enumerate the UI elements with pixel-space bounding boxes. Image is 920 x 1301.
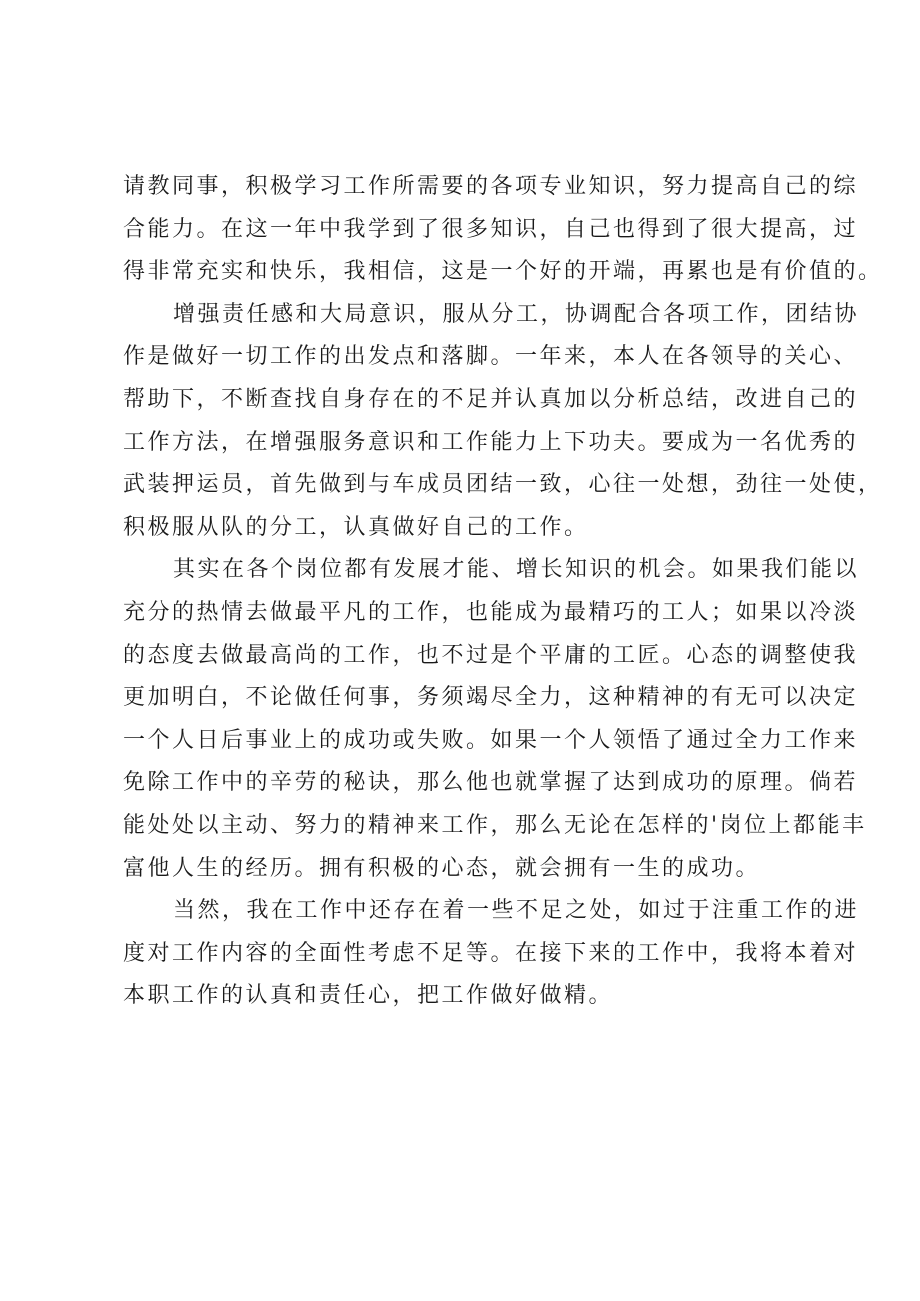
text-line: 一个人日后事业上的成功或失败。如果一个人领悟了通过全力工作来 bbox=[123, 727, 859, 753]
text-line: 武装押运员，首先做到与车成员团结一致，心往一处想，劲往一处使， bbox=[123, 472, 883, 498]
text-line: 能处处以主动、努力的精神来工作，那么无论在怎样的'岗位上都能丰 bbox=[123, 812, 867, 838]
text-line: 请教同事，积极学习工作所需要的各项专业知识，努力提高自己的综 bbox=[123, 174, 859, 199]
text-line: 度对工作内容的全面性考虑不足等。在接下来的工作中，我将本着对 bbox=[123, 940, 859, 966]
text-line: 当然，我在工作中还存在着一些不足之处，如过于注重工作的进 bbox=[173, 898, 860, 924]
paragraph-2 bbox=[123, 294, 883, 550]
text-line: 作是做好一切工作的出发点和落脚。一年来，本人在各领导的关心、 bbox=[123, 344, 859, 370]
text-line: 帮助下，不断查找自身存在的不足并认真加以分析总结，改进自己的 bbox=[123, 386, 859, 412]
text-line: 免除工作中的辛劳的秘诀，那么他也就掌握了达到成功的原理。倘若 bbox=[123, 770, 859, 796]
text-line: 富他人生的经历。拥有积极的心态，就会拥有一生的成功。 bbox=[123, 855, 761, 881]
text-line: 充分的热情去做最平凡的工作，也能成为最精巧的工人；如果以冷淡 bbox=[123, 599, 859, 625]
text-line: 其实在各个岗位都有发展才能、增长知识的机会。如果我们能以 bbox=[173, 557, 860, 583]
text-line: 工作方法，在增强服务意识和工作能力上下功夫。要成为一名优秀的 bbox=[123, 429, 859, 455]
text-line: 本职工作的认真和责任心，把工作做好做精。 bbox=[123, 983, 614, 1009]
text-line: 合能力。在这一年中我学到了很多知识，自己也得到了很大提高，过 bbox=[123, 216, 859, 242]
text-line: 更加明白，不论做任何事，务须竭尽全力，这种精神的有无可以决定 bbox=[123, 685, 859, 711]
paragraph-4 bbox=[123, 890, 860, 1018]
document-body bbox=[123, 166, 883, 1018]
text-line: 积极服从队的分工，认真做好自己的工作。 bbox=[123, 514, 589, 540]
paragraph-1 bbox=[123, 166, 883, 294]
text-line: 的态度去做最高尚的工作，也不过是个平庸的工匠。心态的调整使我 bbox=[123, 642, 859, 668]
text-line: 增强责任感和大局意识，服从分工，协调配合各项工作，团结协 bbox=[173, 301, 860, 327]
paragraph-3 bbox=[123, 549, 867, 890]
text-line: 得非常充实和快乐，我相信，这是一个好的开端，再累也是有价值的。 bbox=[123, 259, 883, 285]
